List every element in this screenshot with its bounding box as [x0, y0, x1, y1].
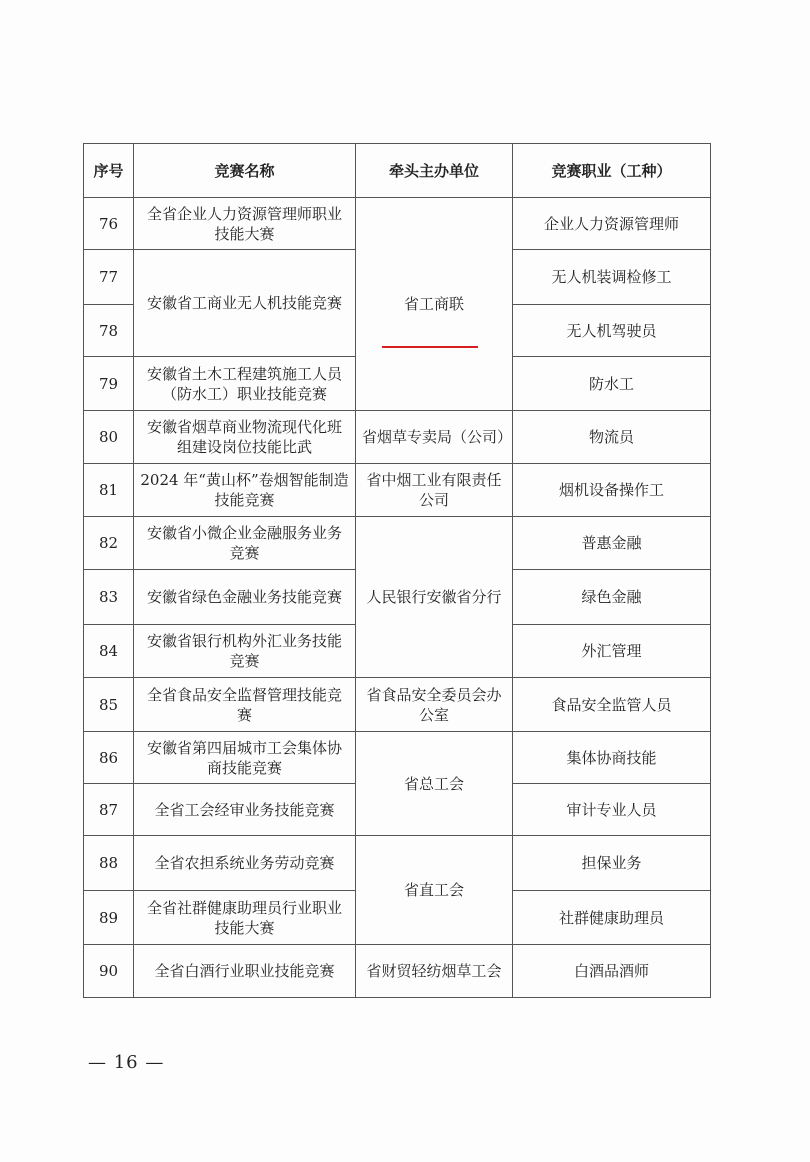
serial-cell: 76 — [84, 198, 134, 250]
serial-cell: 87 — [84, 784, 134, 836]
competition-name-cell: 全省白酒行业职业技能竞赛 — [134, 945, 356, 998]
table-row — [84, 198, 711, 250]
occupation-cell: 烟机设备操作工 — [513, 464, 711, 517]
table-header-row — [84, 144, 711, 198]
competition-table — [83, 143, 711, 998]
organizer-cell: 省中烟工业有限责任公司 — [356, 464, 513, 517]
header-occupation: 竞赛职业（工种） — [513, 144, 711, 198]
serial-cell: 81 — [84, 464, 134, 517]
occupation-cell: 企业人力资源管理师 — [513, 198, 711, 250]
red-underline-mark — [382, 346, 478, 348]
occupation-cell: 食品安全监管人员 — [513, 678, 711, 732]
occupation-cell: 物流员 — [513, 411, 711, 464]
competition-name-cell: 安徽省绿色金融业务技能竞赛 — [134, 570, 356, 625]
header-competition-name: 竞赛名称 — [134, 144, 356, 198]
occupation-cell: 社群健康助理员 — [513, 891, 711, 945]
table-row — [84, 517, 711, 570]
competition-name-cell: 全省社群健康助理员行业职业技能大赛 — [134, 891, 356, 945]
organizer-cell — [356, 198, 513, 411]
header-organizer: 牵头主办单位 — [356, 144, 513, 198]
serial-cell: 88 — [84, 836, 134, 891]
occupation-cell: 白酒品酒师 — [513, 945, 711, 998]
competition-name-cell: 安徽省第四届城市工会集体协商技能竞赛 — [134, 732, 356, 784]
occupation-cell: 无人机驾驶员 — [513, 305, 711, 357]
serial-cell: 86 — [84, 732, 134, 784]
occupation-cell: 防水工 — [513, 357, 711, 411]
table-row — [84, 836, 711, 891]
organizer-cell: 省总工会 — [356, 732, 513, 836]
organizer-cell: 省烟草专卖局（公司） — [356, 411, 513, 464]
serial-cell: 79 — [84, 357, 134, 411]
organizer-label: 省工商联 — [403, 295, 464, 313]
occupation-cell: 外汇管理 — [513, 625, 711, 678]
serial-cell: 77 — [84, 250, 134, 305]
competition-name-cell: 安徽省银行机构外汇业务技能竞赛 — [134, 625, 356, 678]
competition-name-cell: 安徽省小微企业金融服务业务竞赛 — [134, 517, 356, 570]
occupation-cell: 担保业务 — [513, 836, 711, 891]
serial-cell: 78 — [84, 305, 134, 357]
competition-name-cell: 全省工会经审业务技能竞赛 — [134, 784, 356, 836]
serial-cell: 85 — [84, 678, 134, 732]
serial-cell: 90 — [84, 945, 134, 998]
page-number: — 16 — — [88, 1052, 165, 1073]
table-row — [84, 464, 711, 517]
occupation-cell: 无人机装调检修工 — [513, 250, 711, 305]
competition-name-cell: 安徽省工商业无人机技能竞赛 — [134, 250, 356, 357]
occupation-cell: 集体协商技能 — [513, 732, 711, 784]
serial-cell: 89 — [84, 891, 134, 945]
organizer-cell: 人民银行安徽省分行 — [356, 517, 513, 678]
serial-cell: 84 — [84, 625, 134, 678]
table-row — [84, 678, 711, 732]
organizer-cell: 省财贸轻纺烟草工会 — [356, 945, 513, 998]
serial-cell: 83 — [84, 570, 134, 625]
competition-name-cell: 2024 年“黄山杯”卷烟智能制造技能竞赛 — [134, 464, 356, 517]
table-row — [84, 732, 711, 784]
competition-name-cell: 安徽省土木工程建筑施工人员（防水工）职业技能竞赛 — [134, 357, 356, 411]
occupation-cell: 普惠金融 — [513, 517, 711, 570]
serial-cell: 82 — [84, 517, 134, 570]
occupation-cell: 绿色金融 — [513, 570, 711, 625]
competition-name-cell: 安徽省烟草商业物流现代化班组建设岗位技能比武 — [134, 411, 356, 464]
table-row — [84, 945, 711, 998]
organizer-cell: 省食品安全委员会办公室 — [356, 678, 513, 732]
serial-cell: 80 — [84, 411, 134, 464]
organizer-cell: 省直工会 — [356, 836, 513, 945]
occupation-cell: 审计专业人员 — [513, 784, 711, 836]
competition-name-cell: 全省农担系统业务劳动竞赛 — [134, 836, 356, 891]
competition-name-cell: 全省企业人力资源管理师职业技能大赛 — [134, 198, 356, 250]
table-row — [84, 411, 711, 464]
header-serial: 序号 — [84, 144, 134, 198]
competition-name-cell: 全省食品安全监督管理技能竞赛 — [134, 678, 356, 732]
